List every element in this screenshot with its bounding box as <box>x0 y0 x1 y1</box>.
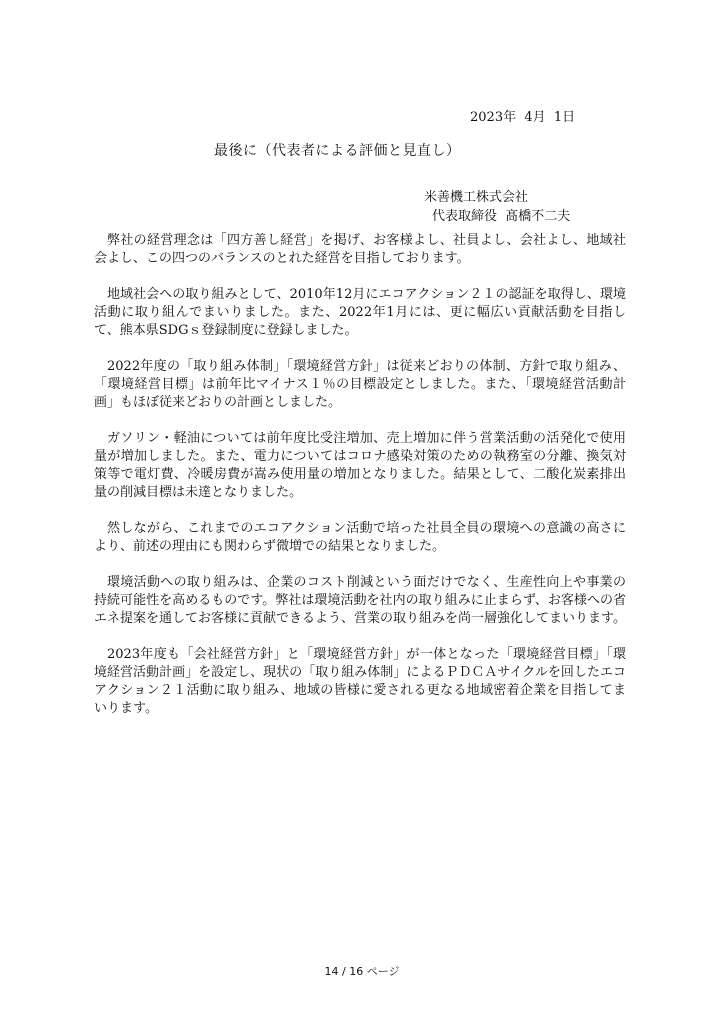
body-text <box>94 232 626 736</box>
paragraph-1: 弊社の経営理念は「四方善し経営」を掲げ、お客様よし、社員よし、会社よし、地域社会よし、この四つのバランスのとれた経営を目指しております。 <box>94 233 626 266</box>
paragraph-2: 地域社会への取り組みとして、2010年12月にエコアクション２１の認証を取得し、環境活動に取り組んでまいりました。また、2022年1月には、更に幅広い貢献活動を目指して、熊本県SDGｓ登録制度に登録しました。 <box>94 287 626 338</box>
representative-name: 代表取締役 髙橋不二夫 <box>432 209 571 224</box>
document-date: 2023年 4月 1日 <box>470 110 576 125</box>
paragraph-6: 環境活動への取り組みは、企業のコスト削減という面だけでなく、生産性向上や事業の持続可能性を高めるものです。弊社は環境活動を社内の取り組みに止まらず、お客様への省エネ提案を通してお客様に貢献できるよう、営業の取り組みを尚一層強化してまいります。 <box>94 575 626 626</box>
paragraph-5: 然しながら、これまでのエコアクション活動で培った社員全員の環境への意識の高さにより、前述の理由にも関わらず微増での結果となりました。 <box>94 521 626 554</box>
paragraph-7: 2023年度も「会社経営方針」と「環境経営方針」が一体となった「環境経営目標」「環境経営活動計画」を設定し、現状の「取り組み体制」によるＰＤＣＡサイクルを回したエコアクション２１活動に取り組み、地域の皆様に愛される更なる地域密着企業を目指してまいります。 <box>94 647 626 716</box>
paragraph-3: 2022年度の「取り組み体制」「環境経営方針」は従来どおりの体制、方針で取り組み、「環境経営目標」は前年比マイナス１％の目標設定としました。また、「環境経営活動計画」もほぼ従来どおりの計画としました。 <box>94 359 626 410</box>
company-name: 米善機工株式会社 <box>424 190 529 205</box>
paragraph-4: ガソリン・軽油については前年度比受注増加、売上増加に伴う営業活動の活発化で使用量が増加しました。また、電力についてはコロナ感染対策のための執務室の分離、換気対策等で電灯費、冷暖房費が嵩み使用量の増加となりました。結果として、二酸化炭素排出量の削減目標は未達となりました。 <box>94 431 626 500</box>
page-number: 14 / 16 ページ <box>324 965 400 978</box>
section-title: 最後に（代表者による評価と見直し） <box>214 143 461 159</box>
